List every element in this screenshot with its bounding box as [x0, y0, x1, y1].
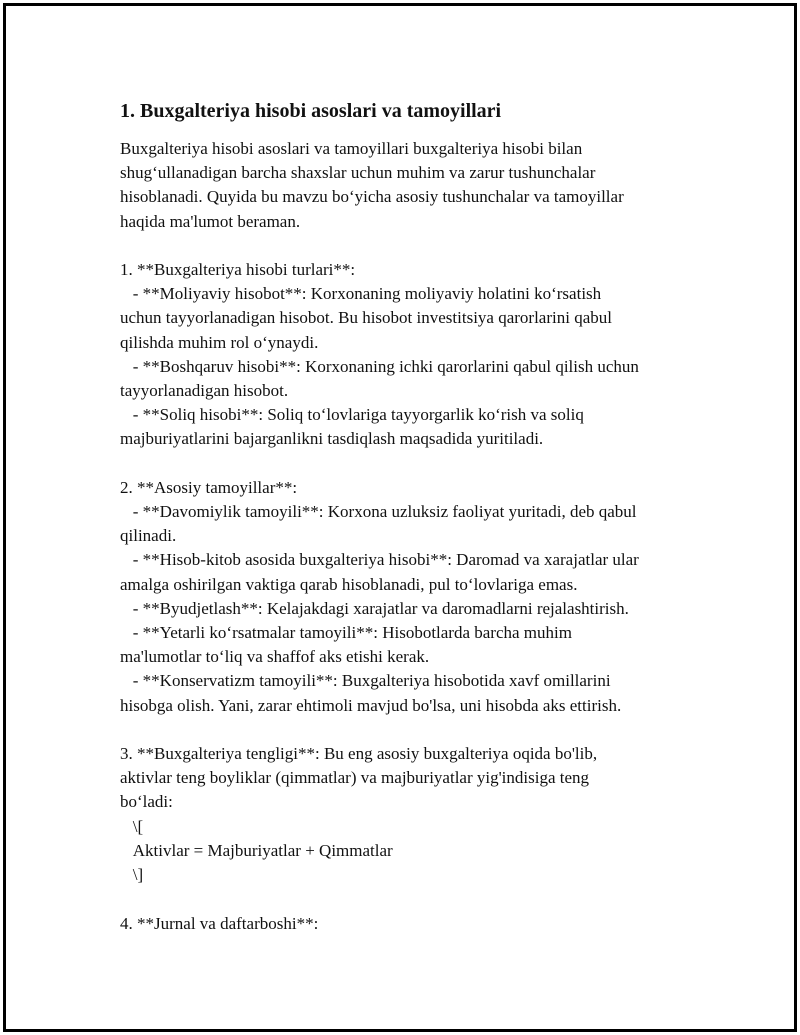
document-content [120, 97, 686, 936]
section-body-text: Buxgalteriya hisobi asoslari va tamoyillari buxgalteriya hisobi bilan shug‘ullanadigan barcha shaxslar uchun muhim va zarur tushunchalar hisoblanadi. Quyida bu mavzu bo‘yicha asosiy tushunchalar va tamoyillar haqida ma'lumot beraman. 1. **Buxgalteriya hisobi turlari**: - **Moliyaviy hisobot**: Korxonaning moliyaviy holatini ko‘rsatish uchun tayyorlanadigan hisobot. Bu hisobot investitsiya qarorlarini qabul qilishda muhim rol o‘ynaydi. - **Boshqaruv hisobi**: Korxonaning ichki qarorlarini qabul qilish uchun tayyorlanadigan hisobot. - **Soliq hisobi**: Soliq to‘lovlariga tayyorgarlik ko‘rish va soliq majburiyatlarini bajarganlikni tasdiqlash maqsadida yuritiladi. 2. **Asosiy tamoyillar**: - **Davomiylik tamoyili**: Korxona uzluksiz faoliyat yuritadi, deb qabul qilinadi. - **Hisob-kitob asosida buxgalteriya hisobi**: Daromad va xarajatlar ular amalga oshirilgan vaktiga qarab hisoblanadi, pul to‘lovlariga emas. - **Byudjetlash**: Kelajakdagi xarajatlar va daromadlarni rejalashtirish. - **Yetarli ko‘rsatmalar tamoyili**: Hisobotlarda barcha muhim ma'lumotlar to‘liq va shaffof aks etishi kerak. - **Konservatizm tamoyili**: Buxgalteriya hisobotida xavf omillarini hisobga olish. Yani, zarar ehtimoli mavjud bo'lsa, uni hisobda aks ettirish. 3. **Buxgalteriya tengligi**: Bu eng asosiy buxgalteriya oqida bo'lib, aktivlar teng boyliklar (qimmatlar) va majburiyatlar yig'indisiga teng bo‘ladi: \[ Aktivlar = Majburiyatlar + Qimmatlar \] 4. **Jurnal va daftarboshi**: [120, 139, 639, 933]
section-heading: 1. Buxgalteriya hisobi asoslari va tamoyillari [120, 100, 502, 122]
document-page [3, 3, 797, 1032]
